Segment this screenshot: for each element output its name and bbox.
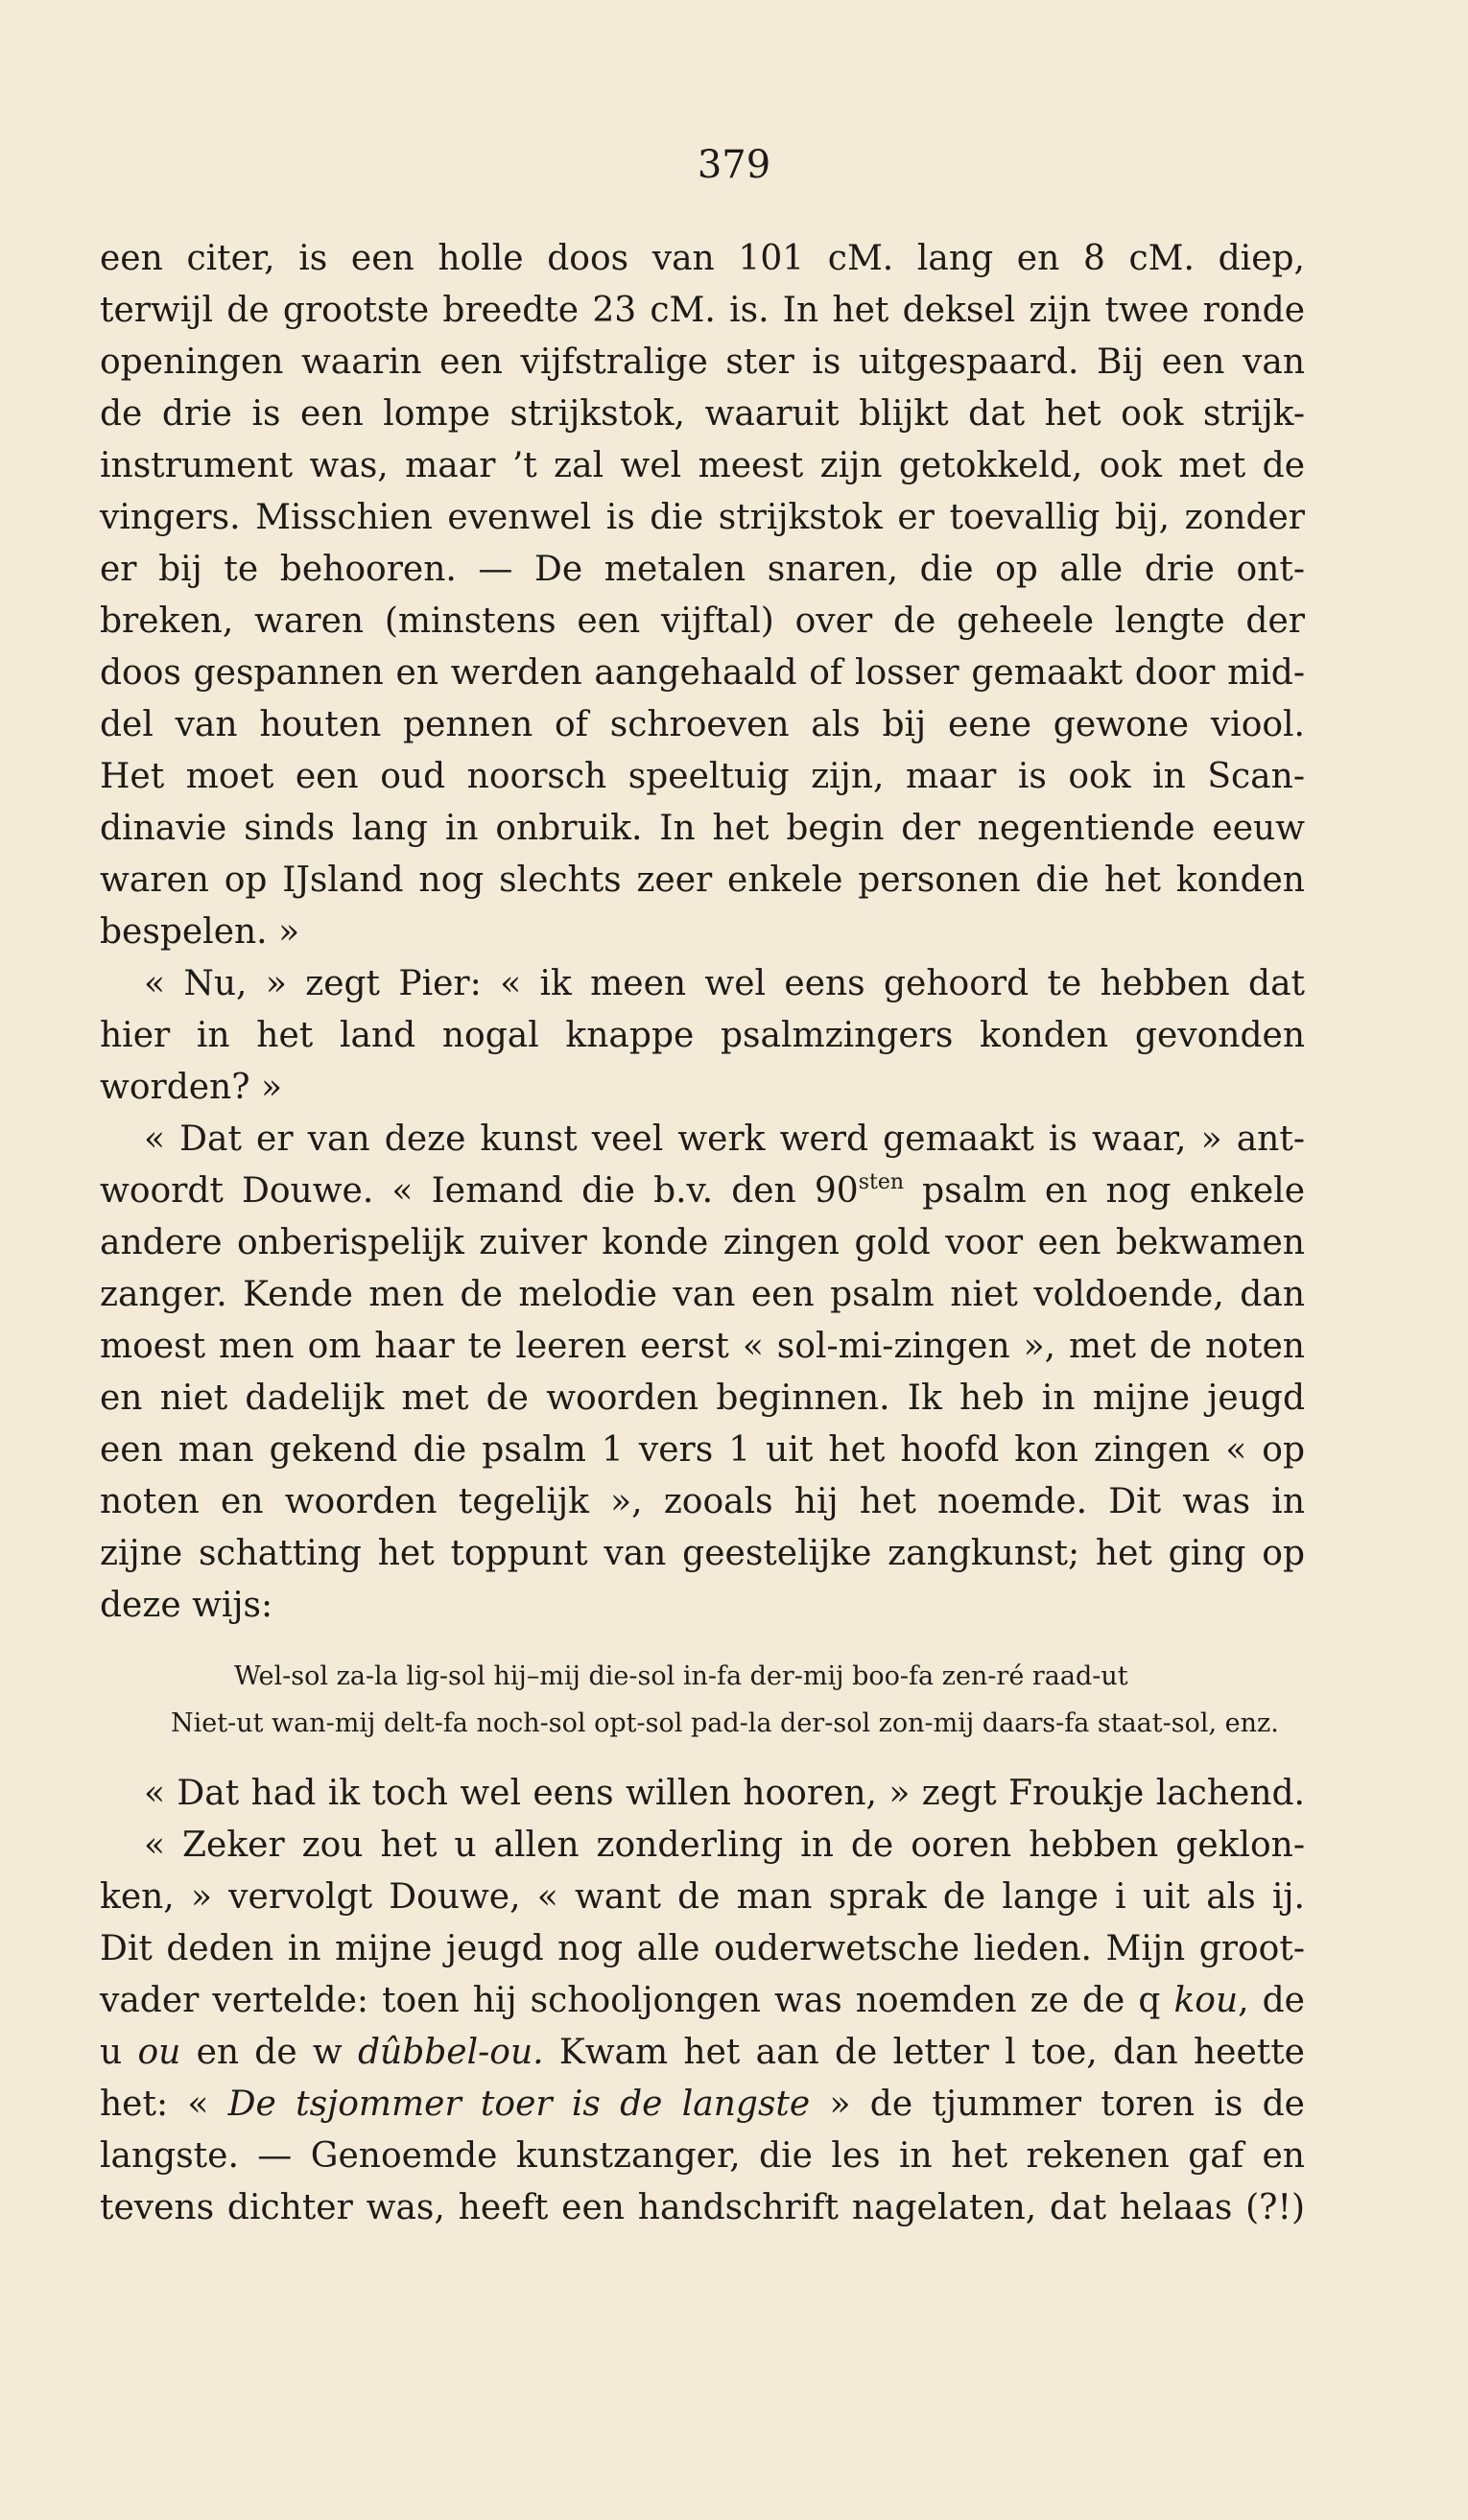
text-line-32-part-1: vader vertelde: toen hij schooljongen was noemden ze de q [100,1981,1174,2020]
text-line-19-part-2: psalm en nog enkele [904,1171,1305,1211]
text-line-13: waren op IJsland nog slechts zeer enkele personen die het konden [100,860,1305,900]
text-line-35: langste. — Genoemde kunstzanger, die les in het rekenen gaf en [100,2136,1305,2176]
text-line-20: andere onberispelijk zuiver konde zingen gold voor een bekwamen [100,1223,1305,1262]
text-line-16: hier in het land nogal knappe psalmzingers konden gevonden [100,1016,1305,1055]
text-line-1: een citer, is een holle doos van 101 cM. lang en 8 cM. diep, [100,239,1305,278]
text-line-2: terwijl de grootste breedte 23 cM. is. In het deksel zijn twee ronde [100,291,1305,330]
text-line-30: ken, » vervolgt Douwe, « want de man sprak de lange i uit als ij. [100,1877,1305,1917]
text-line-22: moest men om haar te leeren eerst « sol-mi-zingen », met de noten [100,1327,1305,1366]
italic-dubbel-ou: dûbbel-ou. [357,2033,544,2072]
page-number: 379 [697,143,771,187]
text-line-34-part-1: het: « [100,2084,228,2124]
solmization-verse-1: Wel-sol za-la lig-sol hij–mij die-sol in-fa der-mij boo-fa zen-ré raad-ut [234,1661,1128,1691]
text-line-14: bespelen. » [100,912,300,952]
text-line-29: « Zeker zou het u allen zonderling in de ooren hebben geklon- [144,1825,1305,1865]
solmization-verse-2: Niet-ut wan-mij delt-fa noch-sol opt-sol pad-la der-sol zon-mij daars-fa staat-sol, enz. [171,1708,1279,1738]
text-line-19 [100,1166,1305,1217]
text-line-21: zanger. Kende men de melodie van een psalm niet voldoende, dan [100,1275,1305,1314]
text-line-33 [100,2027,1305,2079]
text-line-32 [100,1975,1305,2027]
text-line-7: er bij te behooren. — De metalen snaren, die op alle drie ont- [100,550,1305,589]
text-line-32-part-2: , de [1238,1981,1305,2020]
text-line-19-part-1: woordt Douwe. « Iemand die b.v. den 90 [100,1171,859,1211]
text-line-24: een man gekend die psalm 1 vers 1 uit het hoofd kon zingen « op [100,1430,1305,1470]
text-line-36: tevens dichter was, heeft een handschrift nagelaten, dat helaas (?!) [100,2188,1305,2227]
text-line-6: vingers. Misschien evenwel is die strijkstok er toevallig bij, zonder [100,498,1305,537]
text-line-18: « Dat er van deze kunst veel werk werd gemaakt is waar, » ant- [144,1119,1305,1159]
text-line-15: « Nu, » zegt Pier: « ik meen wel eens gehoord te hebben dat [144,964,1305,1003]
text-line-34-part-2: » de tjummer toren is de [810,2084,1305,2124]
superscript-sten: sten [858,1170,905,1194]
text-line-12: dinavie sinds lang in onbruik. In het begin der negentiende eeuw [100,809,1305,848]
text-line-33-part-3: Kwam het aan de letter l toe, dan heette [543,2033,1305,2072]
text-line-11: Het moet een oud noorsch speeltuig zijn, maar is ook in Scan- [100,757,1305,796]
text-line-3: openingen waarin een vijfstralige ster is uitgespaard. Bij een van [100,342,1305,382]
text-line-28: « Dat had ik toch wel eens willen hooren, » zegt Froukje lachend. [144,1774,1305,1813]
text-line-33-part-1: u [100,2033,138,2072]
text-line-33-part-2: en de w [180,2033,358,2072]
text-line-4: de drie is een lompe strijkstok, waaruit blijkt dat het ook strijk- [100,394,1305,434]
text-line-26: zijne schatting het toppunt van geestelijke zangkunst; het ging op [100,1534,1305,1573]
italic-kou: kou [1173,1981,1239,2020]
text-line-25: noten en woorden tegelijk », zooals hij het noemde. Dit was in [100,1482,1305,1521]
text-line-10: del van houten pennen of schroeven als bij eene gewone viool. [100,705,1305,744]
text-line-23: en niet dadelijk met de woorden beginnen. Ik heb in mijne jeugd [100,1378,1305,1418]
text-line-31: Dit deden in mijne jeugd nog alle ouderwetsche lieden. Mijn groot- [100,1929,1305,1968]
italic-ou: ou [137,2033,181,2072]
text-line-8: breken, waren (minstens een vijftal) over de geheele lengte der [100,601,1305,641]
text-line-9: doos gespannen en werden aangehaald of losser gemaakt door mid- [100,653,1305,693]
text-line-34 [100,2079,1305,2131]
italic-frisian-phrase: De tsjommer toer is de langste [227,2084,811,2124]
text-line-17: worden? » [100,1068,283,1107]
text-line-27: deze wijs: [100,1586,273,1625]
text-line-5: instrument was, maar ’t zal wel meest zijn getokkeld, ook met de [100,446,1305,485]
